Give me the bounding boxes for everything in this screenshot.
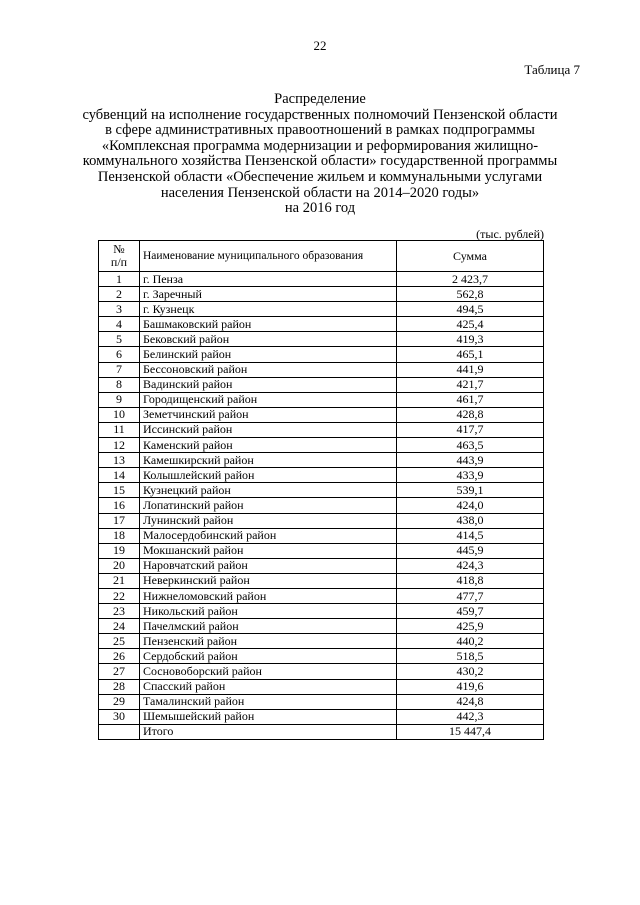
- row-sum: 562,8: [397, 287, 544, 302]
- table-row: [99, 483, 544, 498]
- header-number-line2: п/п: [110, 255, 128, 269]
- row-sum: 477,7: [397, 588, 544, 603]
- row-number: 23: [99, 604, 140, 619]
- table-row: [99, 377, 544, 392]
- table-row: [99, 332, 544, 347]
- row-sum: 425,9: [397, 619, 544, 634]
- table-row: [99, 558, 544, 573]
- row-name: г. Пенза: [140, 272, 397, 287]
- row-sum: 430,2: [397, 664, 544, 679]
- table-row: [99, 694, 544, 709]
- row-sum: 441,9: [397, 362, 544, 377]
- header-number: [99, 241, 140, 272]
- row-number: 16: [99, 498, 140, 513]
- row-name: Пачелмский район: [140, 619, 397, 634]
- row-number: 7: [99, 362, 140, 377]
- table-row: [99, 543, 544, 558]
- row-number: 9: [99, 392, 140, 407]
- table-row: [99, 287, 544, 302]
- table-row: [99, 664, 544, 679]
- table-row: [99, 528, 544, 543]
- table-row: [99, 498, 544, 513]
- row-name: Спасский район: [140, 679, 397, 694]
- row-sum: 428,8: [397, 407, 544, 422]
- row-number: 13: [99, 453, 140, 468]
- table-row: [99, 362, 544, 377]
- heading-line: в сфере административных правоотношений в рамках подпрограммы: [105, 122, 535, 139]
- row-name: Городищенский район: [140, 392, 397, 407]
- table-header-row: [99, 241, 544, 272]
- document-heading: [50, 92, 590, 217]
- row-sum: 518,5: [397, 649, 544, 664]
- table-row: [99, 422, 544, 437]
- row-name: Нижнеломовский район: [140, 588, 397, 603]
- row-number: 15: [99, 483, 140, 498]
- row-name: Иссинский район: [140, 422, 397, 437]
- row-sum: 421,7: [397, 377, 544, 392]
- row-name: Тамалинский район: [140, 694, 397, 709]
- row-sum: 459,7: [397, 604, 544, 619]
- row-name: г. Кузнецк: [140, 302, 397, 317]
- units-label: (тыс. рублей): [476, 227, 544, 241]
- row-name: Колышлейский район: [140, 468, 397, 483]
- table-row: [99, 619, 544, 634]
- heading-line: коммунального хозяйства Пензенской области» государственной программы: [82, 153, 558, 170]
- row-sum: 424,0: [397, 498, 544, 513]
- row-number: 19: [99, 543, 140, 558]
- row-sum: 494,5: [397, 302, 544, 317]
- row-number: [99, 724, 140, 739]
- row-name: Малосердобинский район: [140, 528, 397, 543]
- row-sum: 440,2: [397, 634, 544, 649]
- row-name: Сосновоборский район: [140, 664, 397, 679]
- row-sum: 414,5: [397, 528, 544, 543]
- table-row: [99, 604, 544, 619]
- row-number: 29: [99, 694, 140, 709]
- row-name: Кузнецкий район: [140, 483, 397, 498]
- row-sum: 461,7: [397, 392, 544, 407]
- table-row: [99, 649, 544, 664]
- table-label: Таблица 7: [524, 62, 580, 77]
- row-name: Белинский район: [140, 347, 397, 362]
- row-number: 30: [99, 709, 140, 724]
- row-number: 22: [99, 588, 140, 603]
- heading-line: Пензенской области «Обеспечение жильем и коммунальными услугами: [97, 168, 543, 185]
- row-sum: 438,0: [397, 513, 544, 528]
- row-number: 27: [99, 664, 140, 679]
- row-number: 14: [99, 468, 140, 483]
- table-row: [99, 709, 544, 724]
- row-number: 6: [99, 347, 140, 362]
- table-row: [99, 679, 544, 694]
- row-name: Пензенский район: [140, 634, 397, 649]
- table-total-row: [99, 724, 544, 739]
- row-number: 4: [99, 317, 140, 332]
- row-name: Вадинский район: [140, 377, 397, 392]
- row-name: Земетчинский район: [140, 407, 397, 422]
- row-number: 11: [99, 422, 140, 437]
- row-sum: 424,8: [397, 694, 544, 709]
- row-name: Наровчатский район: [140, 558, 397, 573]
- row-name: Лопатинский район: [140, 498, 397, 513]
- row-sum: 15 447,4: [397, 724, 544, 739]
- row-sum: 445,9: [397, 543, 544, 558]
- row-sum: 442,3: [397, 709, 544, 724]
- table-row: [99, 392, 544, 407]
- row-number: 3: [99, 302, 140, 317]
- table-row: [99, 438, 544, 453]
- heading-line: Распределение: [274, 91, 366, 107]
- table-row: [99, 513, 544, 528]
- row-sum: 419,3: [397, 332, 544, 347]
- row-sum: 2 423,7: [397, 272, 544, 287]
- row-number: 2: [99, 287, 140, 302]
- row-name: Никольский район: [140, 604, 397, 619]
- table-row: [99, 407, 544, 422]
- row-sum: 425,4: [397, 317, 544, 332]
- table-row: [99, 468, 544, 483]
- header-name: Наименование муниципального образования: [140, 241, 397, 272]
- distribution-table: [98, 240, 544, 740]
- table-row: [99, 272, 544, 287]
- row-sum: 443,9: [397, 453, 544, 468]
- row-number: 28: [99, 679, 140, 694]
- row-name: Бековский район: [140, 332, 397, 347]
- table-row: [99, 634, 544, 649]
- heading-line: субвенций на исполнение государственных полномочий Пензенской области: [82, 106, 558, 123]
- row-name: Мокшанский район: [140, 543, 397, 558]
- table-row: [99, 588, 544, 603]
- row-name: Камешкирский район: [140, 453, 397, 468]
- row-sum: 465,1: [397, 347, 544, 362]
- row-number: 21: [99, 573, 140, 588]
- row-sum: 433,9: [397, 468, 544, 483]
- row-number: 18: [99, 528, 140, 543]
- row-number: 8: [99, 377, 140, 392]
- row-name: Сердобский район: [140, 649, 397, 664]
- row-name: Итого: [140, 724, 397, 739]
- row-name: Неверкинский район: [140, 573, 397, 588]
- heading-line: «Комплексная программа модернизации и реформирования жилищно-: [101, 137, 539, 154]
- page-number: 22: [313, 38, 327, 53]
- row-sum: 419,6: [397, 679, 544, 694]
- row-name: Бессоновский район: [140, 362, 397, 377]
- row-number: 26: [99, 649, 140, 664]
- table-row: [99, 453, 544, 468]
- table-row: [99, 302, 544, 317]
- row-number: 25: [99, 634, 140, 649]
- row-sum: 417,7: [397, 422, 544, 437]
- row-number: 5: [99, 332, 140, 347]
- table-body: [99, 272, 544, 740]
- row-number: 12: [99, 438, 140, 453]
- row-number: 1: [99, 272, 140, 287]
- row-number: 10: [99, 407, 140, 422]
- row-name: Шемышейский район: [140, 709, 397, 724]
- row-name: г. Заречный: [140, 287, 397, 302]
- table-row: [99, 347, 544, 362]
- table-row: [99, 573, 544, 588]
- row-name: Башмаковский район: [140, 317, 397, 332]
- heading-line: на 2016 год: [284, 200, 356, 217]
- row-name: Каменский район: [140, 438, 397, 453]
- row-number: 20: [99, 558, 140, 573]
- row-number: 24: [99, 619, 140, 634]
- heading-line: населения Пензенской области на 2014–2020 годы»: [160, 184, 480, 201]
- row-name: Лунинский район: [140, 513, 397, 528]
- header-sum: Сумма: [397, 241, 544, 272]
- row-sum: 418,8: [397, 573, 544, 588]
- row-sum: 539,1: [397, 483, 544, 498]
- row-number: 17: [99, 513, 140, 528]
- row-sum: 463,5: [397, 438, 544, 453]
- header-number-line1: №: [113, 242, 125, 256]
- table-row: [99, 317, 544, 332]
- row-sum: 424,3: [397, 558, 544, 573]
